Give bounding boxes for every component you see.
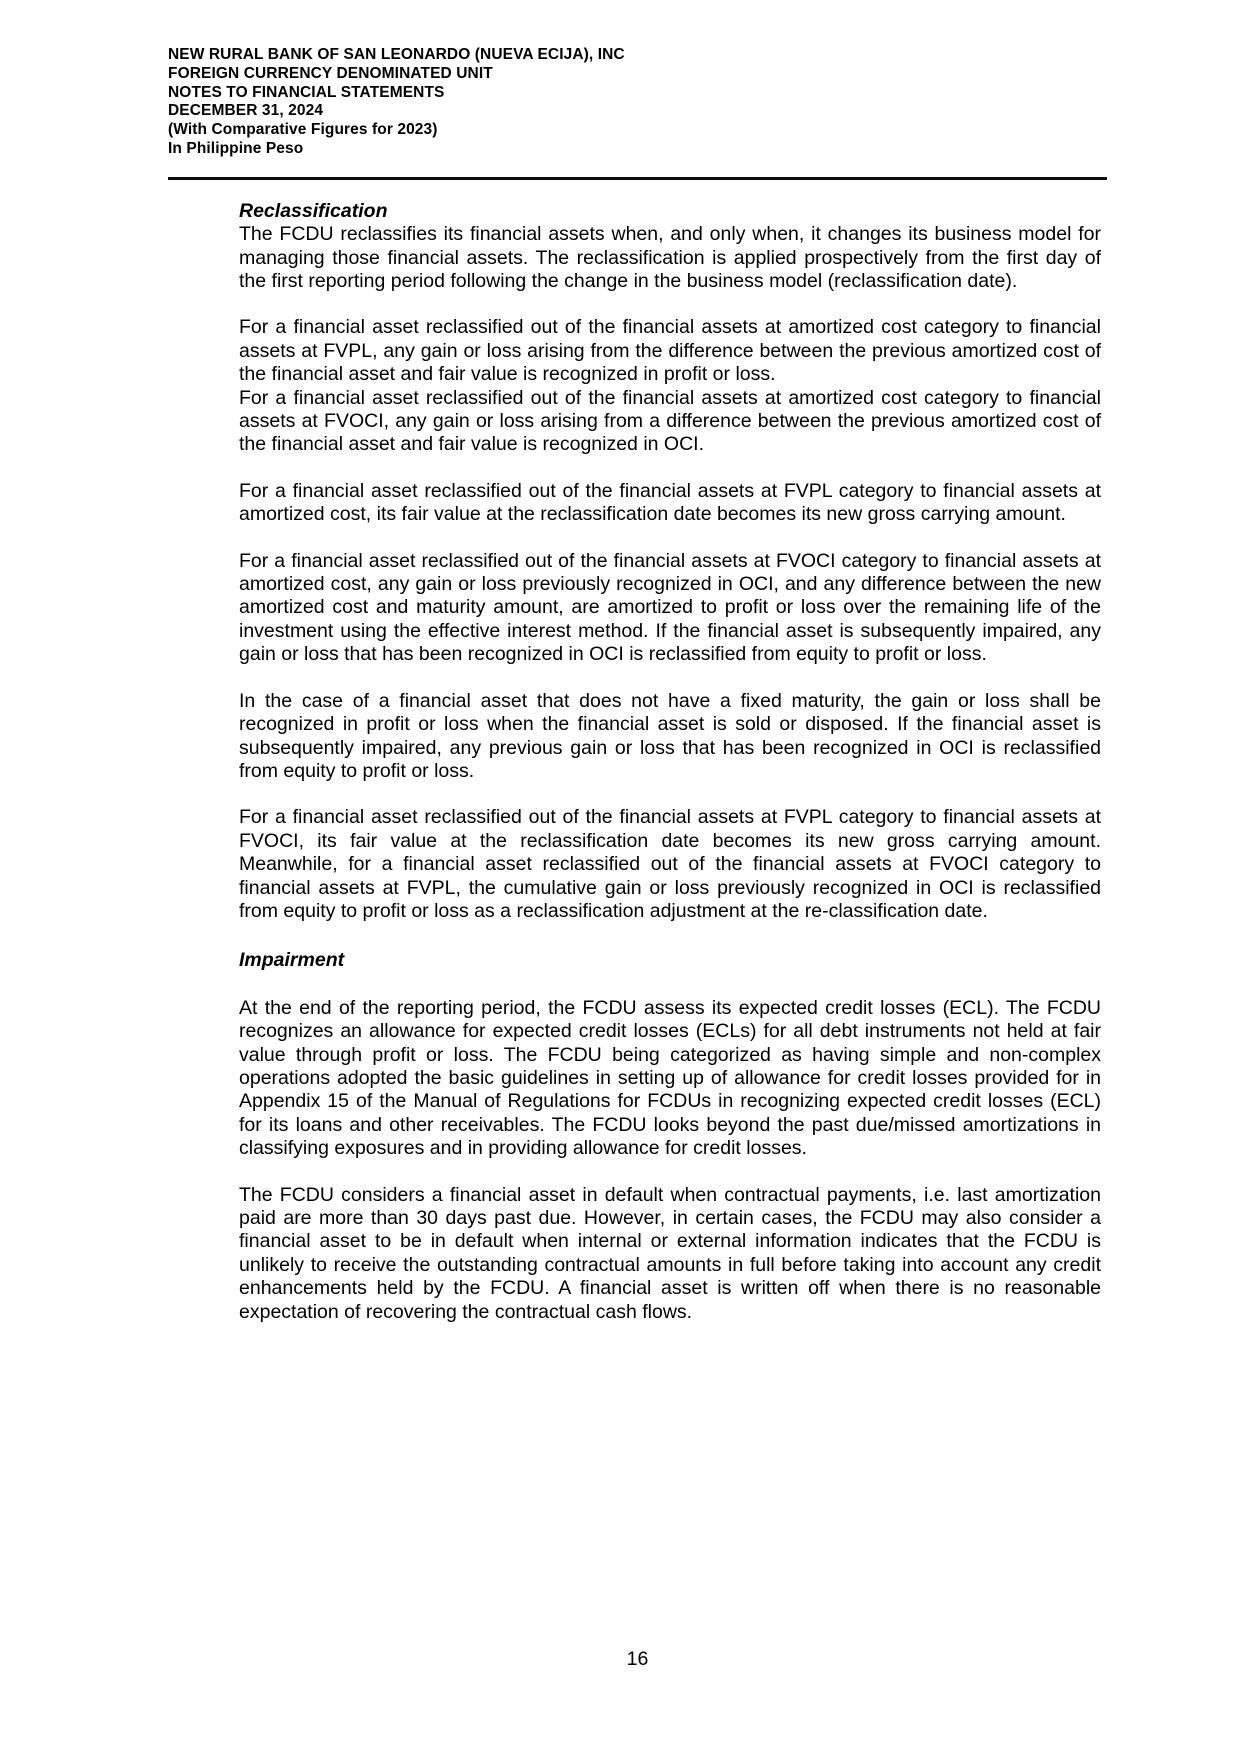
paragraph-reclassification-6: In the case of a financial asset that does not have a fixed maturity, the gain or loss shall be recognized in profit or loss when the financial asset is sold or disposed. If the financial asset is subsequently impaired, any previous gain or loss that has been recognized in OCI is reclassified from equity to profit or loss.	[239, 689, 1101, 782]
header-line-date: DECEMBER 31, 2024	[168, 102, 324, 120]
paragraph-reclassification-5: For a financial asset reclassified out of the financial assets at FVOCI category to financial assets at amortized cost, any gain or loss previously recognized in OCI, and any difference between the new amortized cost and maturity amount, are amortized to profit or loss over the remaining life of the investment using the effective interest method. If the financial asset is subsequently impaired, any gain or loss that has been recognized in OCI is reclassified from equity to profit or loss.	[239, 549, 1101, 666]
paragraph-reclassification-2: For a financial asset reclassified out of the financial assets at amortized cost category to financial assets at FVPL, any gain or loss arising from the difference between the previous amortized cost of the financial asset and fair value is recognized in profit or loss.	[239, 316, 1101, 386]
paragraph-impairment-2: The FCDU considers a financial asset in default when contractual payments, i.e. last amortization paid are more than 30 days past due. However, in certain cases, the FCDU may also consider a financial asset to be in default when internal or external information indicates that the FCDU is unlikely to receive the outstanding contractual amounts in full before taking into account any credit enhancements held by the FCDU. A financial asset is written off when there is no reasonable expectation of recovering the contractual cash flows.	[239, 1183, 1101, 1323]
paragraph-impairment-1: At the end of the reporting period, the FCDU assess its expected credit losses (ECL). The FCDU recognizes an allowance for expected credit losses (ECLs) for all debt instruments not held at fair value through profit or loss. The FCDU being categorized as having simple and non-complex operations adopted the basic guidelines in setting up of allowance for credit losses provided for in Appendix 15 of the Manual of Regulations for FCDUs in recognizing expected credit losses (ECL) for its loans and other receivables. The FCDU looks beyond the past due/missed amortizations in classifying exposures and in providing allowance for credit losses.	[239, 996, 1101, 1160]
report-header	[168, 46, 1107, 159]
header-line-report-title: NOTES TO FINANCIAL STATEMENTS	[168, 83, 445, 101]
header-line-unit: FOREIGN CURRENCY DENOMINATED UNIT	[168, 64, 493, 82]
paragraph-reclassification-7: For a financial asset reclassified out of the financial assets at FVPL category to financial assets at FVOCI, its fair value at the reclassification date becomes its new gross carrying amount. Meanwhile, for a financial asset reclassified out of the financial assets at FVOCI category to financial assets at FVPL, the cumulative gain or loss previously recognized in OCI is reclassified from equity to profit or loss as a reclassification adjustment at the re-classification date.	[239, 806, 1101, 922]
page-number: 16	[626, 1648, 649, 1670]
header-line-bank-name: NEW RURAL BANK OF SAN LEONARDO (NUEVA ECIJA), INC	[168, 46, 625, 63]
paragraph-reclassification-1: The FCDU reclassifies its financial assets when, and only when, it changes its business model for managing those financial assets. The reclassification is applied prospectively from the first day of the first reporting period following the change in the business model (reclassification date).	[239, 223, 1101, 292]
paragraph-reclassification-4: For a financial asset reclassified out of the financial assets at FVPL category to financial assets at amortized cost, its fair value at the reclassification date becomes its new gross carrying amount.	[239, 479, 1101, 526]
section-heading-impairment: Impairment	[239, 949, 345, 972]
page-content	[168, 46, 1107, 1324]
section-heading-reclassification: Reclassification	[239, 199, 388, 222]
paragraph-reclassification-3: For a financial asset reclassified out of the financial assets at amortized cost category to financial assets at FVOCI, any gain or loss arising from a difference between the previous amortized cost of the financial asset and fair value is recognized in OCI.	[239, 386, 1101, 456]
notes-body	[239, 200, 1101, 1324]
divider-rule	[168, 177, 1107, 180]
header-line-currency: In Philippine Peso	[168, 139, 304, 157]
header-line-comparative: (With Comparative Figures for 2023)	[168, 121, 438, 139]
